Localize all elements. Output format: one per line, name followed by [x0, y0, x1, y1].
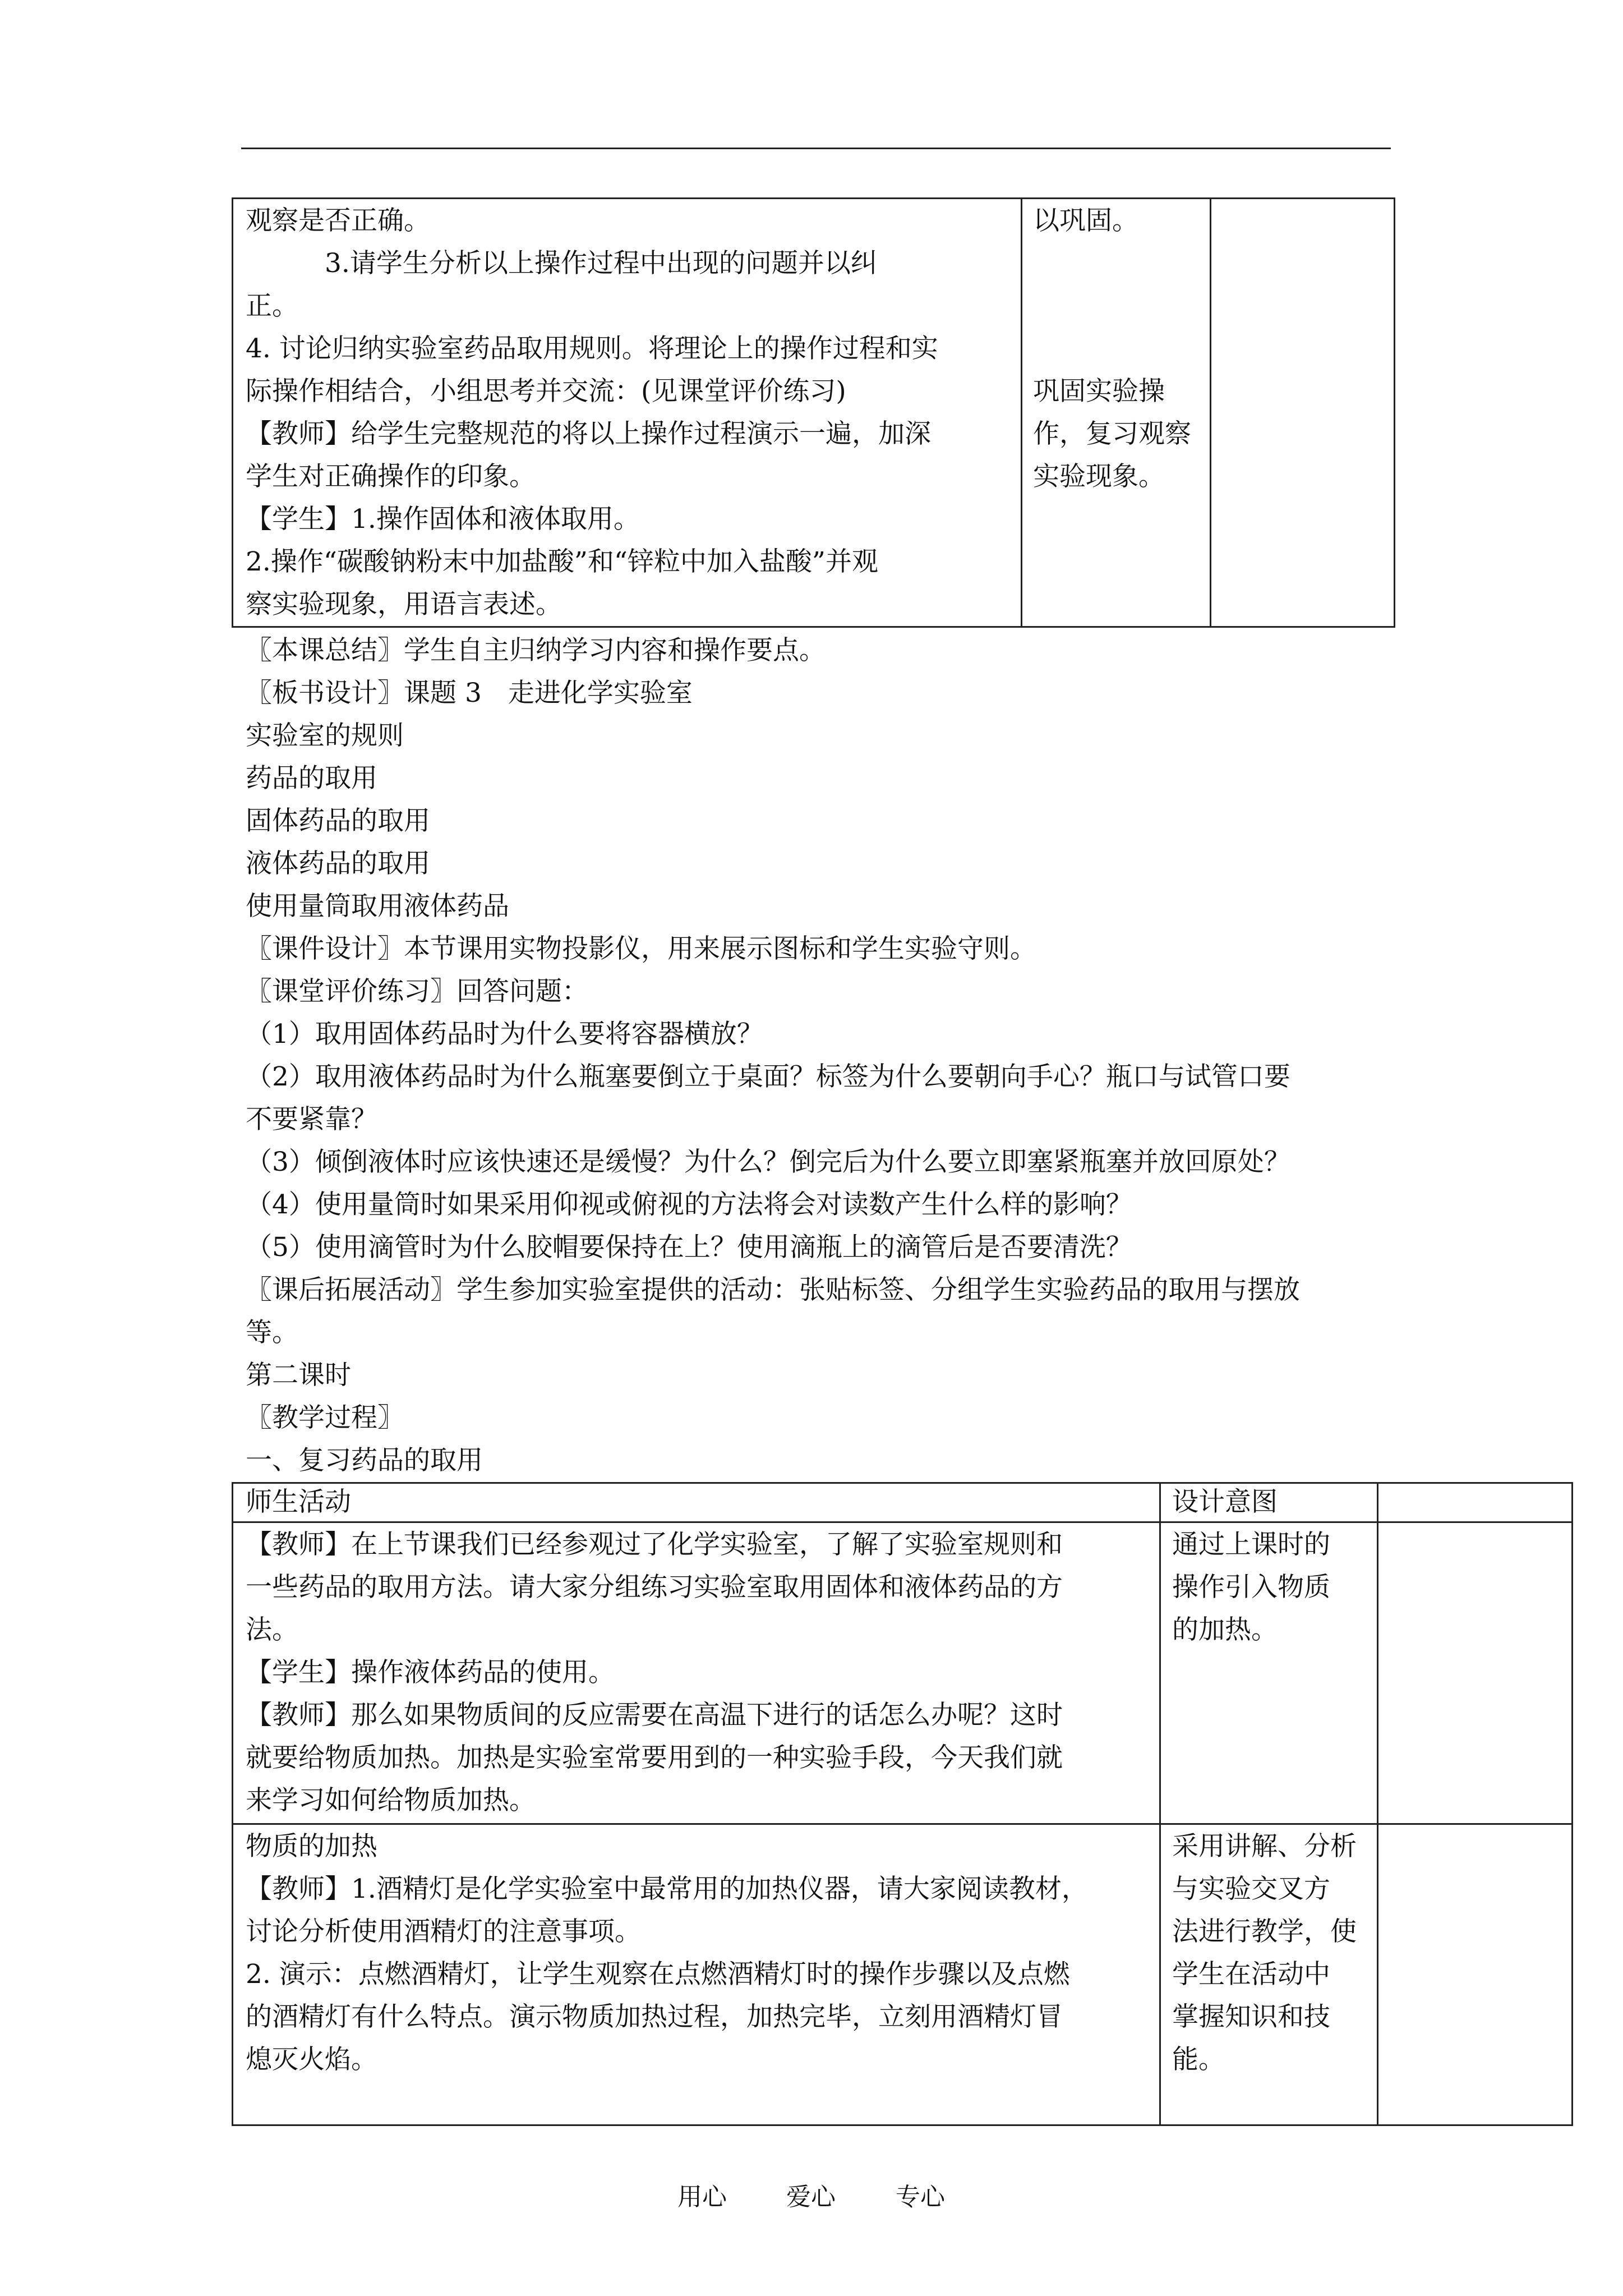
intent-line: 以巩固。 — [1033, 205, 1138, 236]
table-2-line: 【教师】那么如果物质间的反应需要在高温下进行的话怎么办呢？这时 — [246, 1700, 1063, 1731]
table-2-line: 的酒精灯有什么特点。演示物质加热过程，加热完毕，立刻用酒精灯冒 — [246, 2001, 1063, 2032]
intent-line: 掌握知识和技 — [1172, 2001, 1330, 2032]
board-item: 液体药品的取用 — [246, 848, 430, 879]
table-1-line: 3.请学生分析以上操作过程中出现的问题并以纠 — [246, 248, 877, 279]
table-1-intent-cell-2 — [1033, 370, 1204, 498]
section-heading: 第二课时 — [246, 1360, 351, 1391]
table-2-row-2-main — [246, 1825, 1154, 2081]
section-heading: 〖教学过程〗 — [246, 1402, 404, 1433]
question-line: （1）取用固体药品时为什么要将容器横放？ — [246, 1019, 763, 1050]
table-2-header-intent: 设计意图 — [1172, 1487, 1278, 1517]
question-line: （3）倾倒液体时应该快速还是缓慢？为什么？倒完后为什么要立即塞紧瓶塞并放回原处？ — [246, 1147, 1290, 1177]
question-line: （2）取用液体药品时为什么瓶塞要倒立于桌面？标签为什么要朝向手心？瓶口与试管口要 — [246, 1061, 1290, 1092]
intent-line: 作，复习观察 — [1033, 418, 1191, 449]
body-text — [246, 629, 1395, 1482]
footer-text: 用心 — [677, 2183, 727, 2211]
board-item: 药品的取用 — [246, 763, 377, 794]
table-2-line: 来学习如何给物质加热。 — [246, 1785, 536, 1816]
intent-line: 与实验交叉方 — [1172, 1874, 1330, 1904]
table-1-line: 际操作相结合，小组思考并交流：(见课堂评价练习) — [246, 376, 846, 407]
table-1-line: 4. 讨论归纳实验室药品取用规则。将理论上的操作过程和实 — [246, 333, 938, 364]
table-1-line: 2.操作“碳酸钠粉末中加盐酸”和“锌粒中加入盐酸”并观 — [246, 546, 878, 577]
table-2-row-2-intent — [1172, 1825, 1371, 2081]
table-2-line: 讨论分析使用酒精灯的注意事项。 — [246, 1916, 641, 1947]
table-1-line: 正。 — [246, 291, 298, 321]
board-item: 实验室的规则 — [246, 720, 404, 751]
table-1-intent-cell — [1033, 200, 1204, 242]
section-heading: 一、复习药品的取用 — [246, 1445, 483, 1476]
table-2-row-1-intent — [1172, 1524, 1371, 1651]
table-2-line: 【教师】在上节课我们已经参观过了化学实验室，了解了实验室规则和 — [246, 1529, 1063, 1560]
table-1-line: 学生对正确操作的印象。 — [246, 461, 536, 492]
intent-line: 能。 — [1172, 2044, 1225, 2075]
intent-line: 实验现象。 — [1033, 461, 1165, 492]
table-1-line: 察实验现象，用语言表述。 — [246, 589, 562, 620]
table-1-line: 【教师】给学生完整规范的将以上操作过程演示一遍，加深 — [246, 418, 931, 449]
board-item: 固体药品的取用 — [246, 806, 430, 836]
intent-line: 巩固实验操 — [1033, 376, 1165, 407]
activity-line: 等。 — [246, 1317, 298, 1348]
table-1-line: 观察是否正确。 — [246, 205, 430, 236]
table-1-main-cell — [246, 200, 1014, 626]
activity-line: 〖课后拓展活动〗学生参加实验室提供的活动：张贴标签、分组学生实验药品的取用与摆放 — [246, 1274, 1300, 1305]
board-item: 使用量筒取用液体药品 — [246, 891, 509, 922]
intent-line: 学生在活动中 — [1172, 1959, 1330, 1990]
table-2-line: 就要给物质加热。加热是实验室常要用到的一种实验手段，今天我们就 — [246, 1742, 1063, 1773]
table-2-line: 【教师】1.酒精灯是化学实验室中最常用的加热仪器，请大家阅读教材， — [246, 1874, 1088, 1904]
table-2-line: 法。 — [246, 1614, 298, 1645]
page-footer — [0, 2177, 1623, 2210]
intent-line: 通过上课时的 — [1172, 1529, 1330, 1560]
table-2-line: 【学生】操作液体药品的使用。 — [246, 1657, 615, 1688]
table-2-line: 一些药品的取用方法。请大家分组练习实验室取用固体和液体药品的方 — [246, 1572, 1063, 1603]
question-line: 不要紧靠？ — [246, 1104, 377, 1135]
question-line: （5）使用滴管时为什么胶帽要保持在上？使用滴瓶上的滴管后是否要清洗？ — [246, 1232, 1132, 1263]
footer-text: 爱心 — [786, 2183, 836, 2211]
table-2-row-1-main — [246, 1524, 1154, 1822]
board-design-line: 〖板书设计〗课题 3 走进化学实验室 — [246, 678, 693, 708]
footer-text: 专心 — [896, 2183, 945, 2211]
table-2-line: 物质的加热 — [246, 1831, 377, 1862]
practice-heading: 〖课堂评价练习〗回答问题： — [246, 976, 588, 1007]
table-1-line: 【学生】1.操作固体和液体取用。 — [246, 504, 640, 535]
table-2-line: 2. 演示：点燃酒精灯，让学生观察在点燃酒精灯时的操作步骤以及点燃 — [246, 1959, 1070, 1990]
question-line: （4）使用量筒时如果采用仰视或俯视的方法将会对读数产生什么样的影响？ — [246, 1189, 1132, 1220]
summary-line: 〖本课总结〗学生自主归纳学习内容和操作要点。 — [246, 635, 826, 666]
table-2-header-activity: 师生活动 — [246, 1487, 351, 1517]
intent-line: 采用讲解、分析 — [1172, 1831, 1357, 1862]
intent-line: 法进行教学，使 — [1172, 1916, 1357, 1947]
courseware-line: 〖课件设计〗本节课用实物投影仪，用来展示图标和学生实验守则。 — [246, 933, 1036, 964]
intent-line: 操作引入物质 — [1172, 1572, 1330, 1603]
intent-line: 的加热。 — [1172, 1614, 1278, 1645]
table-2-line: 熄灭火焰。 — [246, 2044, 377, 2075]
